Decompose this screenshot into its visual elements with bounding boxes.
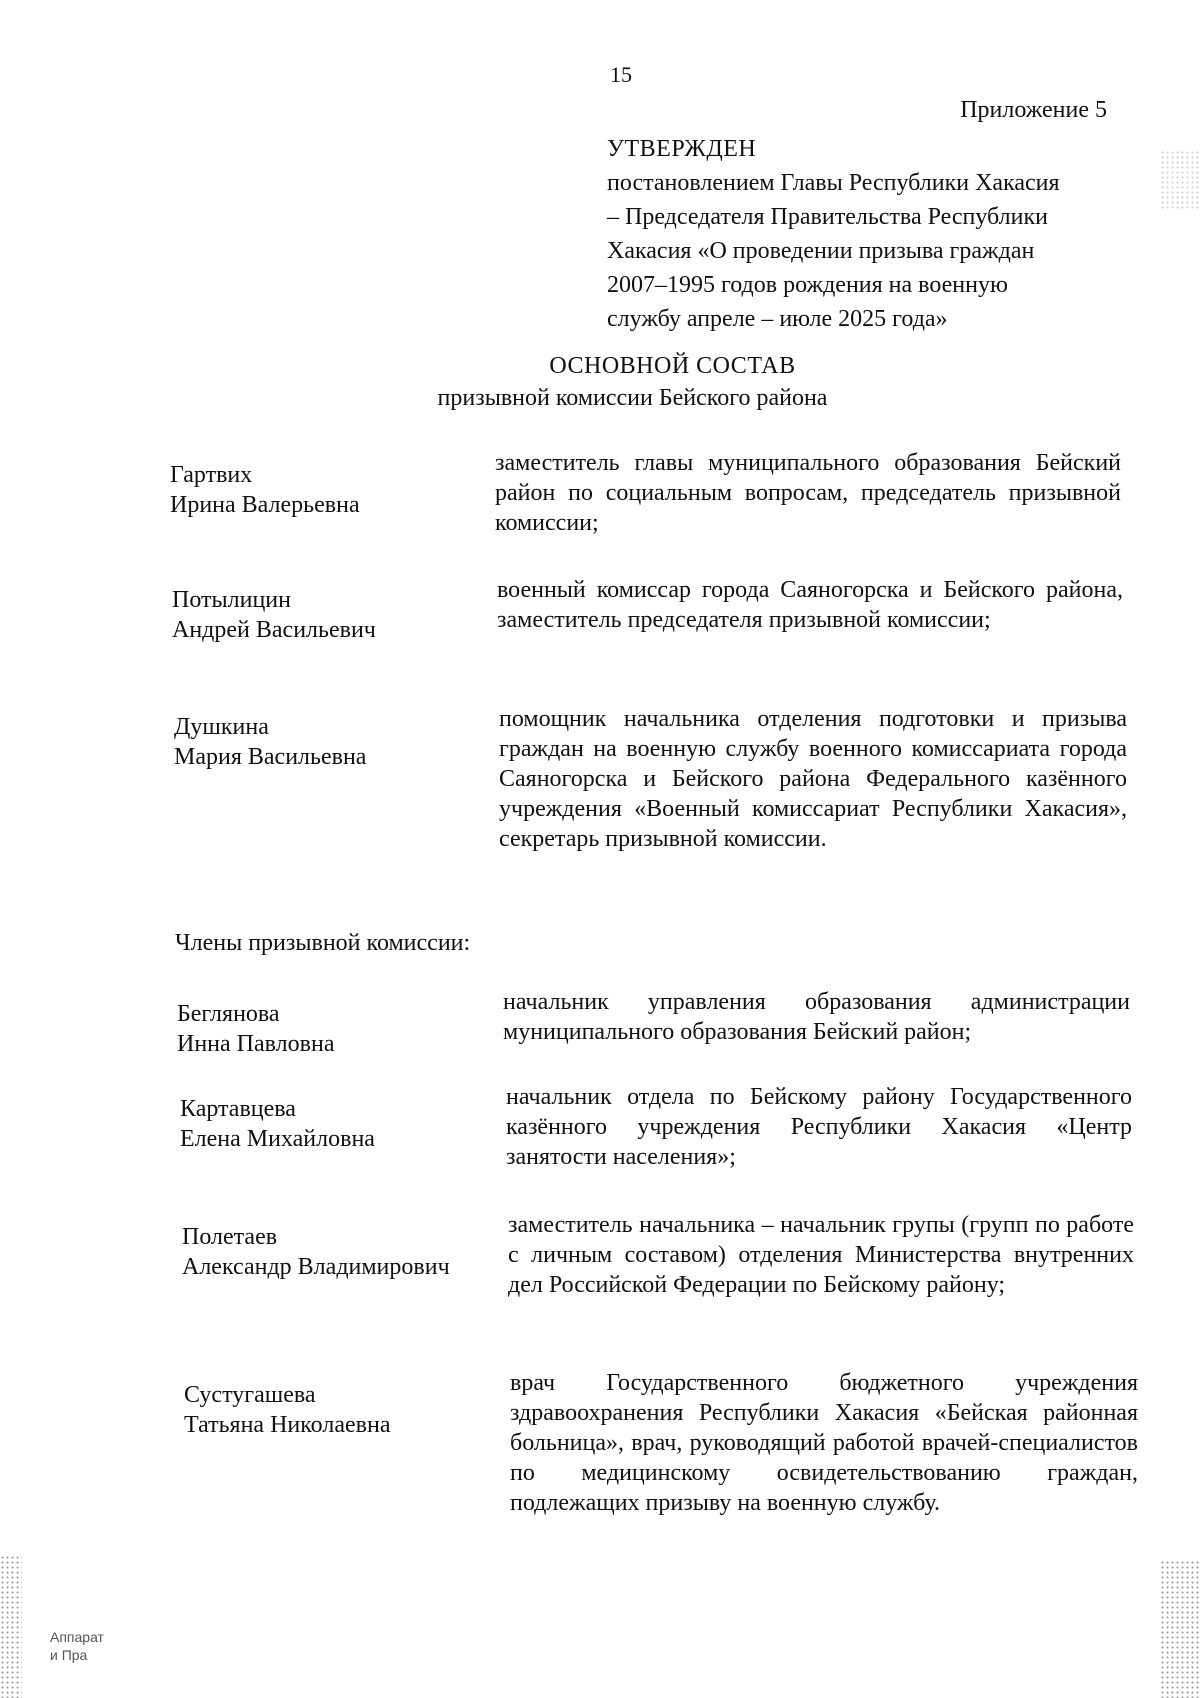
scan-noise-top-right — [1160, 150, 1200, 210]
stamp-fragment: Аппарат и Пра — [50, 1629, 104, 1663]
member-name: Потылицин Андрей Васильевич — [172, 587, 376, 643]
member-role: врач Государственного бюджетного учреждения здравоохранения Республики Хакасия «Бейская районная больница», врач, руководящий работой врачей-специалистов по медицинскому освидетельствованию граждан, подлежащих призыву на военную службу. — [510, 1370, 1138, 1516]
approval-text: постановлением Главы Республики Хакасия – Председателя Правительства Республики Хакасия «О проведении призыва граждан 2007–1995 годов рождения на военную службу апреле – июле 2025 года» — [607, 170, 1060, 332]
heading-main: ОСНОВНОЙ СОСТАВ — [549, 353, 796, 379]
member-entry-deputy-chairman — [172, 577, 1123, 685]
member-role: начальник отдела по Бейскому району Государственного казённого учреждения Республики Хакасия «Центр занятости населения»; — [506, 1084, 1132, 1170]
member-entry-employment — [180, 1084, 1132, 1194]
member-role: военный комиссар города Саяногорска и Бейского района, заместитель председателя призывной комиссии; — [497, 577, 1123, 633]
member-role: помощник начальника отделения подготовки и призыва граждан на военную службу военного комиссариата города Саяногорска и Бейского района Федерального казённого учреждения «Военный комиссариат Республики Хакасия», секретарь призывной комиссии. — [499, 706, 1127, 852]
member-name: Беглянова Инна Павловна — [177, 1001, 335, 1057]
member-role: заместитель главы муниципального образования Бейский район по социальным вопросам, председатель призывной комиссии; — [495, 450, 1121, 536]
member-name: Душкина Мария Васильевна — [174, 714, 367, 770]
page-number: 15 — [610, 62, 632, 87]
member-role: заместитель начальника – начальник групы (групп по работе с личным составом) отделения Министерства внутренних дел Российской Федерации по Бейскому району; — [508, 1212, 1134, 1298]
member-name: Сустугашева Татьяна Николаевна — [184, 1382, 391, 1438]
member-entry-secretary — [174, 706, 1127, 892]
appendix-label: Приложение 5 — [960, 97, 1107, 123]
member-entry-police — [182, 1212, 1134, 1352]
member-entry-education — [177, 989, 1130, 1069]
member-name: Картавцева Елена Михайловна — [180, 1096, 375, 1152]
document-heading — [0, 350, 1200, 414]
approval-title: УТВЕРЖДЕН — [607, 136, 757, 162]
members-section-label: Члены призывной комиссии: — [175, 930, 471, 956]
member-role: начальник управления образования администрации муниципального образования Бейский район; — [503, 989, 1130, 1045]
approval-block — [607, 132, 1127, 336]
member-name: Гартвих Ирина Валерьевна — [170, 462, 360, 518]
member-entry-doctor — [184, 1370, 1138, 1560]
scan-noise-right — [1160, 1560, 1200, 1698]
heading-sub: призывной комиссии Бейского района — [437, 385, 828, 411]
scan-noise-left — [0, 1555, 22, 1698]
member-name: Полетаев Александр Владимирович — [182, 1224, 450, 1280]
member-entry-chairman — [170, 450, 1121, 560]
